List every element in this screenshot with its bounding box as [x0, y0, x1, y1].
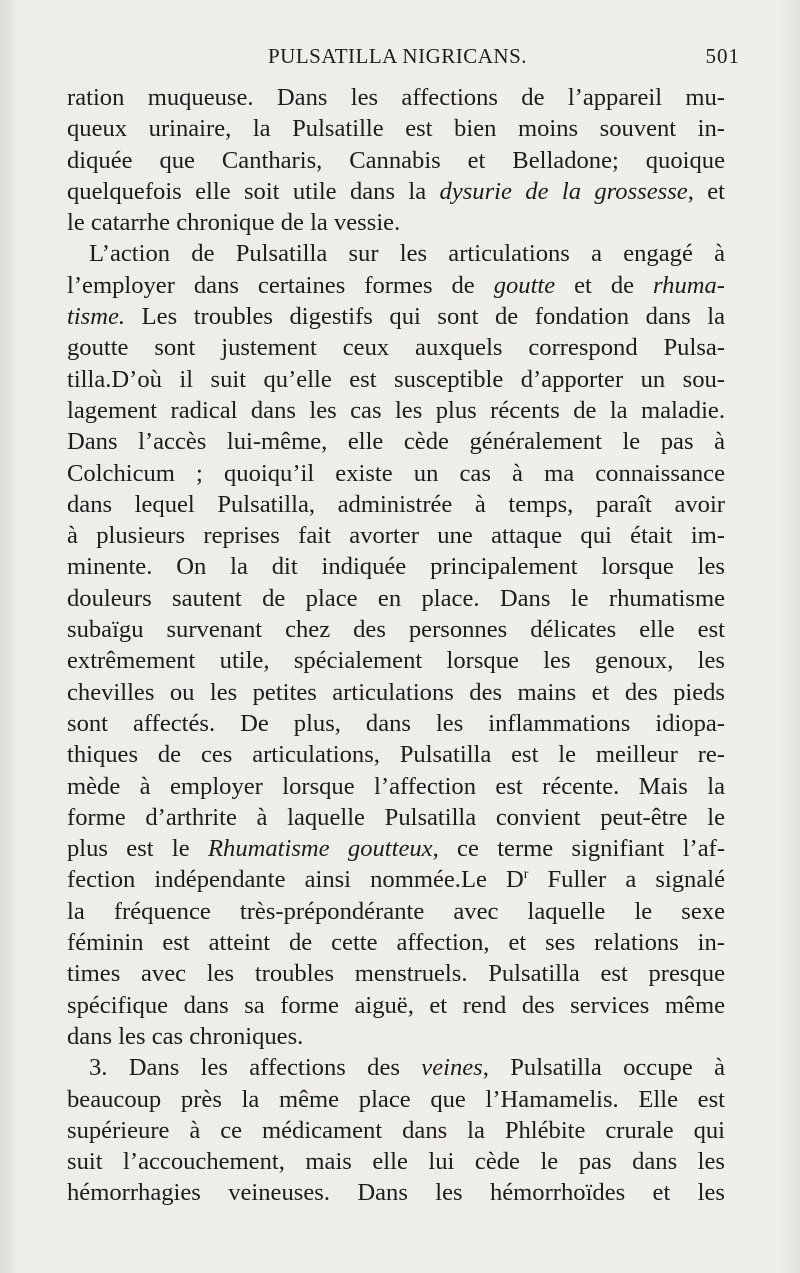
text-segment: thiques de ces articulations, Pulsatilla est le meilleur re-: [67, 741, 725, 769]
text-line: [67, 113, 725, 144]
running-title: PULSATILLA NIGRICANS.: [268, 44, 528, 68]
page-header: [0, 44, 800, 74]
text-segment: dans lequel Pulsatilla, administrée à temps, paraît avoir: [67, 490, 725, 518]
text-segment: quelquefois elle soit utile dans la: [67, 177, 440, 205]
text-segment: Les troubles digestifs qui sont de fondation dans la: [125, 303, 725, 331]
italic-text: dysurie de la grossesse: [439, 177, 688, 205]
text-segment: extrêmement utile, spécialement lorsque les genoux, les: [67, 647, 725, 675]
text-segment: subaïgu survenant chez des personnes délicates elle est: [67, 616, 725, 644]
text-line: [67, 1177, 725, 1208]
text-segment: minente. On la dit indiquée principalement lorsque les: [67, 553, 725, 581]
text-line: [67, 551, 725, 582]
text-line: [67, 145, 725, 176]
text-line: [67, 489, 725, 520]
text-line: [67, 927, 725, 958]
text-segment: Colchicum ; quoiqu’il existe un cas à ma connaissance: [67, 459, 725, 487]
text-segment: Fuller a signalé: [528, 866, 725, 894]
text-segment: plus est le: [67, 835, 208, 863]
text-segment: beaucoup près la même place que l’Hamamelis. Elle est: [67, 1085, 725, 1113]
text-segment: hémorrhagies veineuses. Dans les hémorrhoïdes et les: [67, 1179, 725, 1207]
text-segment: 3. Dans les affections des: [89, 1054, 422, 1082]
text-line: [67, 1115, 725, 1146]
text-segment: le catarrhe chronique de la vessie.: [67, 209, 401, 237]
text-line: [67, 958, 725, 989]
text-segment: mède à employer lorsque l’affection est récente. Mais la: [67, 772, 725, 800]
text-line: [67, 1021, 725, 1052]
text-segment: suit l’accouchement, mais elle lui cède le pas dans les: [67, 1148, 725, 1176]
text-segment: supérieure à ce médicament dans la Phlébite crurale qui: [67, 1116, 725, 1144]
italic-text: rhuma-: [653, 271, 725, 299]
text-segment: la fréquence très-prépondérante avec laquelle le sexe: [67, 897, 725, 925]
text-segment: diquée que Cantharis, Cannabis et Belladone; quoique: [67, 146, 725, 174]
text-line: [67, 802, 725, 833]
text-line: [67, 520, 725, 551]
text-line: [67, 708, 725, 739]
text-segment: féminin est atteint de cette affection, et ses relations in-: [67, 929, 725, 957]
text-segment: ration muqueuse. Dans les affections de l’appareil mu-: [67, 84, 725, 111]
text-segment: à plusieurs reprises fait avorter une attaque qui était im-: [67, 522, 725, 550]
text-line: [67, 1146, 725, 1177]
text-segment: L’action de Pulsatilla sur les articulations a engagé à: [89, 240, 725, 268]
text-line: [67, 207, 725, 238]
text-line: [67, 301, 725, 332]
text-line: [67, 332, 725, 363]
text-line: [67, 364, 725, 395]
text-line: [67, 395, 725, 426]
italic-text: tisme.: [67, 303, 126, 331]
text-segment: douleurs sautent de place en place. Dans le rhumatisme: [67, 584, 725, 612]
superscript: r: [523, 867, 529, 883]
text-segment: dans les cas chroniques.: [67, 1022, 304, 1050]
text-segment: sont affectés. De plus, dans les inflammations idiopa-: [67, 709, 725, 737]
text-line: [67, 896, 725, 927]
text-line: [67, 739, 725, 770]
italic-text: goutte: [493, 271, 556, 299]
text-line: [67, 458, 725, 489]
text-line: [67, 82, 725, 113]
text-line: [67, 614, 725, 645]
text-segment: Dans l’accès lui-même, elle cède généralement le pas à: [67, 428, 725, 456]
italic-text: veines: [421, 1054, 483, 1082]
text-line: [67, 990, 725, 1021]
text-segment: tilla.D’où il suit qu’elle est susceptible d’apporter un sou-: [67, 365, 725, 393]
text-segment: chevilles ou les petites articulations des mains et des pieds: [67, 678, 725, 706]
text-line: [67, 677, 725, 708]
text-segment: queux urinaire, la Pulsatille est bien moins souvent in-: [67, 115, 725, 143]
text-line: [67, 583, 725, 614]
text-segment: forme d’arthrite à laquelle Pulsatilla convient peut-être le: [67, 803, 725, 831]
text-line: [67, 1052, 725, 1083]
text-segment: , ce terme signifiant l’af-: [432, 835, 726, 863]
page-number: 501: [705, 44, 740, 68]
text-line: [67, 645, 725, 676]
text-segment: , et: [687, 177, 725, 205]
text-segment: goutte sont justement ceux auxquels correspond Pulsa-: [67, 334, 725, 362]
text-line: [67, 176, 725, 207]
text-segment: l’employer dans certaines formes de: [67, 271, 494, 299]
text-line: [67, 833, 725, 864]
text-line: [67, 771, 725, 802]
text-line: [67, 270, 725, 301]
italic-text: Rhumatisme goutteux: [208, 835, 433, 863]
text-segment: spécifique dans sa forme aiguë, et rend des services même: [67, 991, 725, 1019]
text-line: [67, 1084, 725, 1115]
text-segment: lagement radical dans les cas les plus récents de la maladie.: [67, 396, 725, 424]
text-line: [67, 426, 725, 457]
body-text: [67, 82, 725, 1209]
text-line: [67, 864, 725, 895]
text-segment: times avec les troubles menstruels. Pulsatilla est presque: [67, 960, 725, 988]
text-segment: fection indépendante ainsi nommée.Le D: [67, 866, 524, 894]
text-line: [67, 238, 725, 269]
text-segment: et de: [555, 271, 654, 299]
text-segment: , Pulsatilla occupe à: [482, 1054, 725, 1082]
